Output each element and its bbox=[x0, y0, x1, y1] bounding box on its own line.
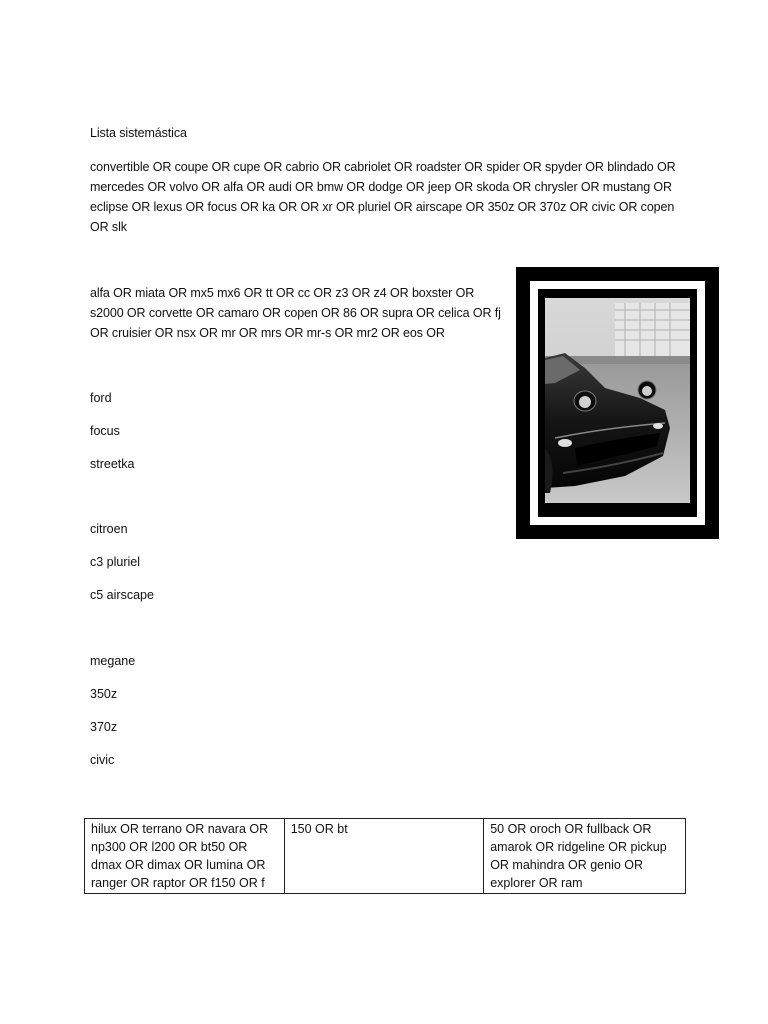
list-item: 350z bbox=[90, 687, 118, 701]
table-cell: 50 OR oroch OR fullback OR amarok OR ridgeline OR pickup OR mahindra OR genio OR explorer OR ram bbox=[484, 819, 686, 894]
models-table bbox=[84, 818, 686, 894]
keyword-paragraph-2: alfa OR miata OR mx5 mx6 OR tt OR cc OR z3 OR z4 OR boxster OR s2000 OR corvette OR camaro OR copen OR 86 OR supra OR celica OR fj OR cruisier OR nsx OR mr OR mrs OR mr-s OR mr2 OR eos OR bbox=[90, 286, 501, 340]
list-item: c3 pluriel bbox=[90, 555, 141, 569]
table-cell: hilux OR terrano OR navara OR np300 OR l200 OR bt50 OR dmax OR dimax OR lumina OR ranger OR raptor OR f150 OR f bbox=[85, 819, 285, 894]
car-photo bbox=[545, 298, 690, 503]
list-item: ford bbox=[90, 391, 112, 405]
list-item: 370z bbox=[90, 720, 118, 734]
list-item: citroen bbox=[90, 522, 128, 536]
table-row bbox=[85, 819, 686, 894]
list-item: c5 airscape bbox=[90, 588, 154, 602]
list-item: streetka bbox=[90, 457, 135, 471]
table-cell: 150 OR bt bbox=[284, 819, 484, 894]
car-photo-frame bbox=[516, 267, 719, 539]
photo-inner-border bbox=[538, 289, 697, 517]
keyword-paragraph-1: convertible OR coupe OR cupe OR cabrio OR cabriolet OR roadster OR spider OR spyder OR blindado OR mercedes OR volvo OR alfa OR audi OR bmw OR dodge OR jeep OR skoda OR chrysler OR mustang OR eclipse OR lexus OR focus OR ka OR OR xr OR pluriel OR airscape OR 350z OR 370z OR civic OR copen OR slk bbox=[90, 160, 676, 234]
list-item: civic bbox=[90, 753, 115, 767]
list-item: megane bbox=[90, 654, 136, 668]
page-heading: Lista sistemástica bbox=[90, 126, 187, 140]
photo-mat bbox=[530, 281, 705, 525]
list-item: focus bbox=[90, 424, 120, 438]
